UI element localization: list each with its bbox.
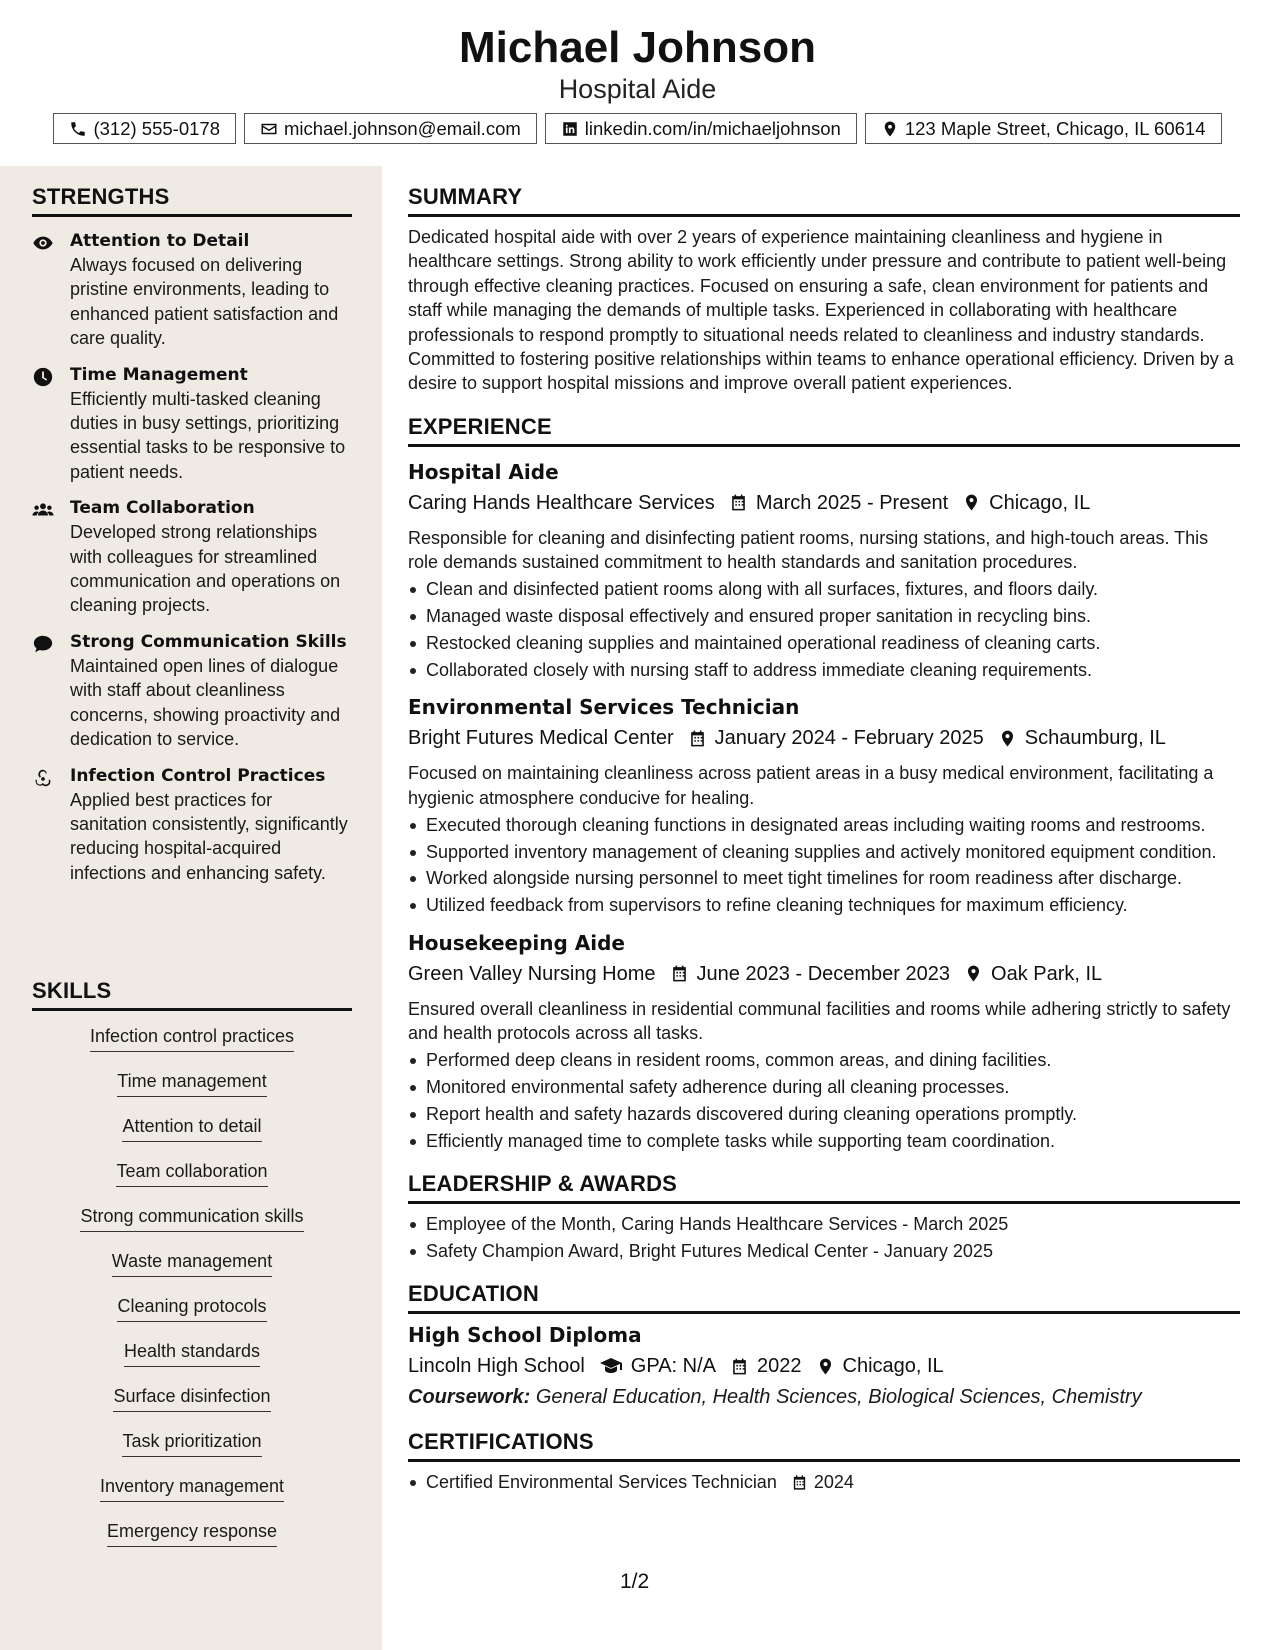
candidate-role: Hospital Aide: [558, 74, 717, 104]
experience-title: EXPERIENCE: [408, 414, 1240, 447]
contact-linkedin[interactable]: [545, 113, 857, 144]
contact-email[interactable]: [244, 113, 537, 144]
job-meta: [408, 723, 1240, 753]
job-entry: [408, 459, 1240, 682]
summary-section: [408, 184, 1240, 396]
job-description: Responsible for cleaning and disinfecting patient rooms, nursing stations, and high-touch areas. This role demands sustained commitment to health standards and sanitation procedures.: [408, 527, 1209, 573]
strength-title: Infection Control Practices: [70, 765, 326, 786]
job-dates: June 2023 - December 2023: [696, 962, 951, 985]
users-icon: [32, 499, 54, 521]
school-name: Lincoln High School: [408, 1355, 585, 1378]
contact-phone[interactable]: [53, 113, 236, 144]
eye-icon: [32, 232, 54, 254]
job-bullet: Supported inventory management of cleaning supplies and actively monitored equipment condition.: [408, 840, 1240, 864]
graduation-year: 2022: [757, 1355, 802, 1378]
strength-desc: Always focused on delivering pristine environments, leading to enhanced patient satisfaction and care quality.: [70, 255, 339, 349]
job-location: Schaumburg, IL: [1024, 727, 1166, 750]
calendar-icon: [791, 1474, 808, 1491]
gpa: GPA: N/A: [630, 1355, 716, 1378]
phone-text: (312) 555-0178: [93, 117, 220, 139]
job-bullet: Performed deep cleans in resident rooms, common areas, and dining facilities.: [408, 1048, 1240, 1072]
strength-item: [32, 765, 352, 886]
certification-list: [408, 1470, 1240, 1494]
job-company: Bright Futures Medical Center: [408, 727, 674, 750]
candidate-name: Michael Johnson: [459, 23, 816, 72]
skills-section: [32, 978, 352, 1563]
job-meta: [408, 488, 1240, 518]
skill-list: [32, 1023, 352, 1563]
map-pin-icon: [881, 120, 899, 138]
skill-item: Strong communication skills: [80, 1203, 303, 1232]
coursework-list: General Education, Health Sciences, Biological Sciences, Chemistry: [535, 1386, 1142, 1409]
skill-item: Surface disinfection: [113, 1383, 270, 1412]
skill-item: Infection control practices: [90, 1023, 294, 1052]
address-text: 123 Maple Street, Chicago, IL 60614: [904, 117, 1206, 139]
job-bullets: [408, 577, 1240, 682]
job-entry: [408, 930, 1240, 1153]
strengths-section: [32, 184, 352, 885]
clock-icon: [32, 366, 54, 388]
education-location: Chicago, IL: [842, 1355, 944, 1378]
strength-item: [32, 364, 352, 485]
certifications-section: [408, 1429, 1240, 1494]
graduation-cap-icon: [599, 1354, 623, 1378]
email-text: michael.johnson@email.com: [284, 117, 521, 139]
strength-title: Attention to Detail: [70, 231, 250, 251]
skill-item: Inventory management: [100, 1473, 284, 1502]
strength-desc: Applied best practices for sanitation consistently, significantly reducing hospital-acquired infections and enhancing safety.: [70, 789, 348, 883]
strengths-title: STRENGTHS: [32, 184, 352, 217]
education-meta: [408, 1351, 1240, 1381]
strength-desc: Maintained open lines of dialogue with staff about cleanliness concerns, showing proactivity and dedication to service.: [70, 655, 341, 750]
strength-item: [32, 230, 352, 351]
job-bullet: Clean and disinfected patient rooms along with all surfaces, fixtures, and floors daily.: [408, 577, 1240, 601]
skill-item: Team collaboration: [116, 1158, 267, 1187]
strength-title: Time Management: [70, 364, 248, 385]
certifications-title: CERTIFICATIONS: [408, 1429, 1240, 1462]
contact-row: [0, 113, 1275, 144]
sidebar: [0, 166, 382, 1650]
contact-address[interactable]: [865, 113, 1222, 144]
job-location: Chicago, IL: [989, 491, 1091, 514]
main-column: [408, 166, 1240, 1495]
job-entry: [408, 694, 1240, 917]
page-number: 1/2: [620, 1570, 650, 1593]
map-pin-icon: [816, 1357, 835, 1376]
job-bullet: Executed thorough cleaning functions in designated areas including waiting rooms and restrooms.: [408, 813, 1240, 837]
calendar-icon: [688, 729, 707, 748]
skill-item: Cleaning protocols: [117, 1293, 266, 1322]
job-bullet: Report health and safety hazards discovered during cleaning operations promptly.: [408, 1102, 1240, 1126]
linkedin-icon: [561, 120, 579, 138]
job-company: Green Valley Nursing Home: [408, 962, 656, 985]
certification-year: 2024: [813, 1472, 854, 1493]
job-dates: March 2025 - Present: [755, 491, 949, 514]
skill-item: Health standards: [124, 1338, 260, 1367]
award-item: Safety Champion Award, Bright Futures Medical Center - January 2025: [408, 1239, 1240, 1263]
education-section: [408, 1281, 1240, 1411]
job-bullets: [408, 1048, 1240, 1153]
job-meta: [408, 959, 1240, 989]
job-dates: January 2024 - February 2025: [714, 727, 984, 750]
map-pin-icon: [964, 964, 983, 983]
calendar-icon: [730, 1357, 749, 1376]
skills-title: SKILLS: [32, 978, 352, 1011]
job-title: Environmental Services Technician: [408, 695, 800, 720]
certification-name: Certified Environmental Services Technician: [426, 1472, 777, 1493]
job-bullet: Utilized feedback from supervisors to refine cleaning techniques for maximum efficiency.: [408, 893, 1240, 917]
map-pin-icon: [998, 729, 1017, 748]
phone-icon: [69, 120, 87, 138]
leadership-title: LEADERSHIP & AWARDS: [408, 1171, 1240, 1204]
degree-title: High School Diploma: [408, 1323, 642, 1348]
job-description: Ensured overall cleanliness in residential communal facilities and rooms while adhering strictly to safety and health protocols across all tasks.: [408, 998, 1231, 1044]
resume-header: [0, 0, 1275, 166]
job-bullet: Restocked cleaning supplies and maintained operational readiness of cleaning carts.: [408, 631, 1240, 655]
job-bullet: Worked alongside nursing personnel to meet tight timelines for room readiness after discharge.: [408, 866, 1240, 890]
calendar-icon: [670, 964, 689, 983]
biohazard-icon: [32, 767, 54, 789]
calendar-icon: [729, 493, 748, 512]
strength-title: Strong Communication Skills: [70, 631, 347, 652]
job-bullet: Monitored environmental safety adherence during all cleaning processes.: [408, 1075, 1240, 1099]
strength-title: Team Collaboration: [70, 498, 255, 519]
map-pin-icon: [962, 493, 981, 512]
summary-title: SUMMARY: [408, 184, 1240, 217]
coursework-label: Coursework:: [408, 1386, 531, 1409]
skill-item: Waste management: [112, 1248, 272, 1277]
job-bullet: Efficiently managed time to complete tasks while supporting team coordination.: [408, 1129, 1240, 1153]
leadership-list: [408, 1212, 1240, 1263]
skill-item: Task prioritization: [122, 1428, 261, 1457]
summary-text: Dedicated hospital aide with over 2 years of experience maintaining cleanliness and hygiene in healthcare settings. Strong ability to work efficiently under pressure and contribute to patient well-being through effective cleaning practices. Focused on ensuring a safe, clean environment for patients and staff while managing the demands of multiple tasks. Experienced in collaborating with healthcare professionals to respond promptly to situational needs related to cleanliness and industry standards. Committed to fostering positive relationships within teams to enhance operational efficiency. Driven by a desire to support hospital missions and improve overall patient experiences.: [408, 227, 1234, 394]
envelope-icon: [260, 120, 278, 138]
job-company: Caring Hands Healthcare Services: [408, 491, 715, 514]
job-bullets: [408, 813, 1240, 918]
experience-section: [408, 414, 1240, 1153]
strength-item: [32, 631, 352, 752]
job-location: Oak Park, IL: [991, 962, 1103, 985]
certification-item: [408, 1470, 1240, 1494]
job-bullet: Collaborated closely with nursing staff to address immediate cleaning requirements.: [408, 658, 1240, 682]
comment-icon: [32, 633, 54, 655]
award-item: Employee of the Month, Caring Hands Healthcare Services - March 2025: [408, 1212, 1240, 1236]
strength-desc: Efficiently multi-tasked cleaning duties in busy settings, prioritizing essential tasks to be responsive to patient needs.: [70, 388, 346, 482]
leadership-section: [408, 1171, 1240, 1263]
strength-item: [32, 497, 352, 618]
linkedin-text: linkedin.com/in/michaeljohnson: [584, 117, 841, 139]
job-bullet: Managed waste disposal effectively and ensured proper sanitation in recycling bins.: [408, 604, 1240, 628]
skill-item: Emergency response: [107, 1518, 277, 1547]
education-title: EDUCATION: [408, 1281, 1240, 1314]
job-title: Hospital Aide: [408, 459, 559, 484]
skill-item: Attention to detail: [122, 1113, 261, 1142]
job-title: Housekeeping Aide: [408, 930, 625, 955]
coursework: [408, 1383, 1240, 1411]
strength-desc: Developed strong relationships with colleagues for streamlined communication and operations on cleaning projects.: [70, 522, 341, 616]
skill-item: Time management: [117, 1068, 266, 1097]
job-description: Focused on maintaining cleanliness across patient areas in a busy medical environment, facilitating a hygienic atmosphere conducive for healing.: [408, 763, 1214, 808]
